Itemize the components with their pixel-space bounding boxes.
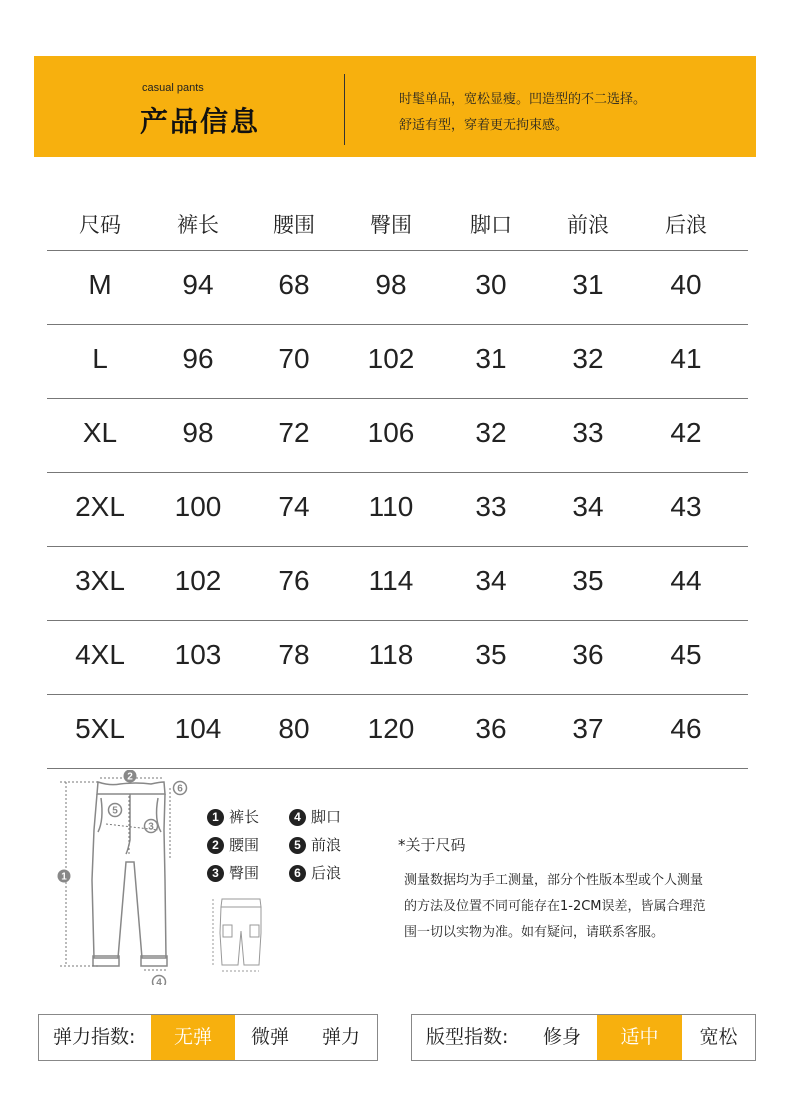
legend-item [289, 862, 341, 883]
table-cell: 98 [182, 417, 214, 448]
table-cell: 110 [368, 491, 414, 522]
legend-item [207, 806, 259, 827]
table-cell: 68 [278, 269, 310, 300]
fit-label: 版型指数: [426, 1026, 509, 1048]
table-cell: 74 [278, 491, 310, 522]
table-cell: 45 [670, 639, 702, 670]
table-cell: 37 [572, 713, 604, 744]
table-row [47, 621, 748, 695]
table-cell: 32 [572, 343, 604, 374]
legend-label: 裤长 [229, 808, 260, 826]
legend-number-badge: 6 [289, 865, 306, 882]
table-cell: 32 [475, 417, 507, 448]
svg-text:5: 5 [112, 805, 118, 817]
table-cell: 5XL [75, 713, 125, 744]
table-cell: 33 [572, 417, 604, 448]
table-cell: 100 [174, 491, 222, 522]
size-note-title: *关于尺码 [398, 836, 466, 854]
legend-item [289, 834, 341, 855]
size-note-text [404, 868, 770, 946]
table-cell: XL [82, 417, 118, 448]
header-cell-length: 裤长 [177, 213, 219, 237]
elasticity-option-none: 无弹 [151, 1015, 235, 1060]
svg-text:2: 2 [127, 771, 133, 783]
table-cell: 35 [475, 639, 507, 670]
elasticity-option-slight: 微弹 [250, 1026, 289, 1048]
elasticity-option-stretch: 弹力 [321, 1026, 360, 1048]
banner-divider [344, 74, 345, 145]
table-cell: 42 [670, 417, 702, 448]
table-cell: 78 [278, 639, 310, 670]
table-row [47, 695, 748, 769]
table-cell: 104 [174, 713, 222, 744]
table-cell: 3XL [75, 565, 125, 596]
table-cell: 35 [572, 565, 604, 596]
table-cell: 98 [375, 269, 407, 300]
table-cell: 31 [572, 269, 604, 300]
table-cell: L [92, 343, 108, 374]
legend-number-badge: 5 [289, 837, 306, 854]
table-cell: 102 [367, 343, 415, 374]
legend-label: 前浪 [311, 836, 342, 854]
legend-item [289, 806, 341, 827]
table-cell: 4XL [75, 639, 125, 670]
legend-label: 臀围 [229, 864, 260, 882]
table-cell: 34 [572, 491, 604, 522]
fit-option-regular: 适中 [597, 1015, 682, 1060]
fit-option-slim: 修身 [542, 1026, 581, 1048]
legend-label: 腰围 [229, 836, 260, 854]
legend-number-badge: 1 [207, 809, 224, 826]
table-cell: 72 [278, 417, 310, 448]
header-cell-hip: 臀围 [370, 213, 412, 237]
diagram-marker-waist [124, 770, 137, 783]
table-cell: 114 [368, 565, 414, 596]
banner-subtitle: casual pants [142, 82, 204, 94]
table-row [47, 251, 748, 325]
header-cell-hem: 脚口 [470, 213, 512, 237]
legend-label: 后浪 [311, 864, 342, 882]
banner-description-line1: 时髦单品，宽松显瘦。凹造型的不二选择。 [399, 92, 647, 107]
table-cell: 120 [367, 713, 415, 744]
table-cell: 94 [182, 269, 214, 300]
table-cell: 102 [174, 565, 222, 596]
table-cell: 34 [475, 565, 507, 596]
diagram-marker-hip [145, 820, 158, 833]
table-row [47, 547, 748, 621]
fit-option-loose: 宽松 [699, 1026, 738, 1048]
table-row [47, 325, 748, 399]
diagram-marker-length [58, 870, 71, 883]
table-cell: 31 [475, 343, 507, 374]
legend-item [207, 834, 259, 855]
table-cell: 36 [475, 713, 507, 744]
diagram-marker-back-rise [174, 782, 187, 795]
banner-title: 产品信息 [140, 105, 261, 138]
svg-text:3: 3 [148, 821, 154, 833]
product-info-banner [34, 56, 756, 157]
header-cell-back-rise: 后浪 [665, 213, 707, 237]
table-cell: 103 [174, 639, 222, 670]
table-cell: 106 [367, 417, 415, 448]
elasticity-label: 弹力指数: [53, 1026, 136, 1048]
table-row [47, 399, 748, 473]
legend-item [207, 862, 259, 883]
header-cell-front-rise: 前浪 [567, 213, 609, 237]
table-cell: 43 [670, 491, 702, 522]
pants-reference-sketch [208, 893, 273, 973]
table-cell: 44 [670, 565, 702, 596]
diagram-marker-hem [153, 976, 166, 986]
table-cell: 80 [278, 713, 310, 744]
size-table [47, 195, 748, 769]
size-table-header [47, 195, 748, 251]
banner-description-line2: 舒适有型，穿着更无拘束感。 [399, 118, 569, 133]
table-cell: M [88, 269, 112, 300]
legend-label: 脚口 [311, 808, 342, 826]
table-cell: 40 [670, 269, 702, 300]
table-row [47, 473, 748, 547]
table-cell: 41 [670, 343, 702, 374]
legend-number-badge: 2 [207, 837, 224, 854]
table-cell: 30 [475, 269, 507, 300]
table-cell: 70 [278, 343, 310, 374]
table-cell: 96 [182, 343, 214, 374]
pants-measurement-diagram [48, 770, 198, 985]
header-cell-size: 尺码 [79, 213, 121, 237]
svg-text:4: 4 [156, 977, 162, 985]
table-cell: 46 [670, 713, 702, 744]
table-cell: 118 [368, 639, 414, 670]
svg-text:1: 1 [61, 871, 67, 883]
size-note-line: 的方法及位置不同可能存在1-2CM误差，皆属合理范 [404, 899, 706, 914]
table-cell: 33 [475, 491, 507, 522]
fit-index [411, 1014, 756, 1061]
table-cell: 2XL [75, 491, 125, 522]
legend-number-badge: 3 [207, 865, 224, 882]
header-cell-waist: 腰围 [273, 213, 315, 237]
table-cell: 36 [572, 639, 604, 670]
elasticity-index [38, 1014, 378, 1061]
svg-text:6: 6 [177, 783, 183, 795]
size-note-line: 围一切以实物为准。如有疑问，请联系客服。 [404, 925, 665, 940]
table-cell: 76 [278, 565, 310, 596]
size-note-line: 测量数据均为手工测量，部分个性版本型或个人测量 [404, 873, 704, 888]
diagram-marker-front-rise [109, 804, 122, 817]
legend-number-badge: 4 [289, 809, 306, 826]
